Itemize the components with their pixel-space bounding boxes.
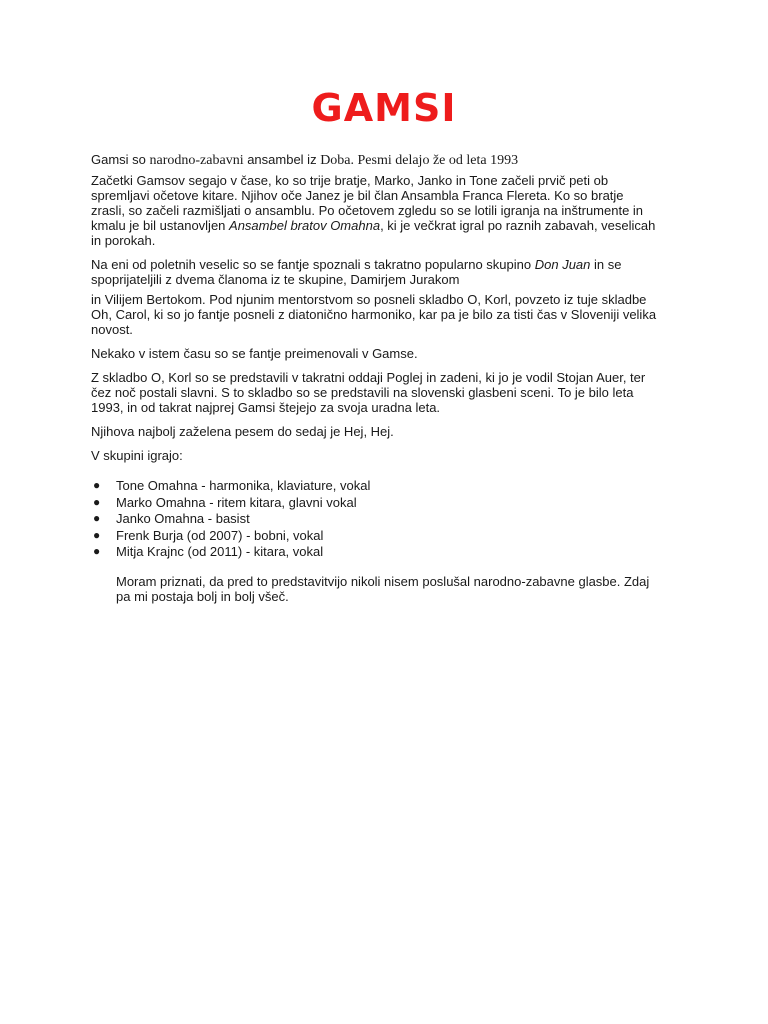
bullet-icon: ● <box>93 527 101 542</box>
bullet-icon: ● <box>93 511 101 525</box>
members-heading: V skupini igrajo: <box>91 448 183 463</box>
member-text: Frenk Burja (od 2007) - bobni, vokal <box>116 527 324 543</box>
list-item <box>91 528 657 543</box>
intro-text-1: Gamsi so <box>91 152 150 167</box>
member-text: Marko Omahna - ritem kitara, glavni vokal <box>116 494 357 510</box>
history-band-name: Ansambel bratov Omahna <box>229 218 381 233</box>
history-text-2: , ki je večkrat igral po raznih zabavah, veselicah in porokah. <box>91 218 656 248</box>
bullet-icon: ● <box>93 544 101 558</box>
festival-text-2: in se spoprijateljili z dvema članoma iz te skupine, Damirjem Jurakom <box>91 257 622 287</box>
member-text: Tone Omahna - harmonika, klaviature, vokal <box>116 478 371 493</box>
member-text: Janko Omahna - basist <box>116 511 250 526</box>
mentorship-paragraph: in Vilijem Bertokom. Pod njunim mentorstvom so posneli skladbo O, Korl, povzeto iz tuje skladbe Oh, Carol, ki so jo fantje posneli z diatonično harmoniko, kar pa je bilo za tisti čas v Sloveniji velika novost. <box>91 292 657 337</box>
closing-paragraph: Moram priznati, da pred to predstavitvijo nikoli nisem poslušal narodno-zabavne glasbe. Zdaj pa mi postaja bolj in bolj všeč. <box>116 574 650 604</box>
bullet-icon: ● <box>93 478 101 492</box>
list-item <box>91 511 657 526</box>
list-item <box>91 495 657 510</box>
history-paragraph <box>91 173 657 248</box>
festival-paragraph <box>91 257 657 287</box>
list-item <box>91 544 657 559</box>
list-item <box>91 478 657 493</box>
festival-band-name: Don Juan <box>534 257 591 272</box>
debut-paragraph: Z skladbo O, Korl so se predstavili v takratni oddaji Poglej in zadeni, ki jo je vodil Stojan Auer, ter čez noč postali slavni. S to skladbo so se predstavili na slovenski glasbeni sceni. To je bilo leta 1993, in od takrat najprej Gamsi štejejo za svoja uradna leta. <box>91 370 646 415</box>
member-text: Mitja Krajnc (od 2011) - kitara, vokal <box>116 544 324 559</box>
intro-text-2: narodno-zabavni <box>149 153 244 168</box>
intro-paragraph <box>91 152 657 168</box>
bullet-icon: ● <box>93 494 101 509</box>
festival-text-1: Na eni od poletnih veselic so se fantje spoznali s takratno popularno skupino <box>91 257 535 272</box>
members-list <box>91 478 657 559</box>
document-title: GAMSI <box>311 86 457 130</box>
intro-text-4: Doba. Pesmi delajo že od leta 1993 <box>320 153 519 168</box>
history-text-1: Začetki Gamsov segajo v čase, ko so trije bratje, Marko, Janko in Tone začeli prvič peti ob spremljavi očetove kitare. Njihov oče Janez je bil član Ansambla Franca Flereta. Ko so bratje zrasli, so začeli razmišljati o ansamblu. Po očetovem zgledu so se lotili igranja na inštrumente in kmalu je bil ustanovljen <box>91 173 644 233</box>
rename-paragraph: Nekako v istem času so se fantje preimenovali v Gamse. <box>91 346 418 361</box>
favorite-song-paragraph: Njihova najbolj zaželena pesem do sedaj je Hej, Hej. <box>91 424 394 439</box>
intro-text-3: ansambel iz <box>243 152 321 167</box>
document-body <box>91 152 657 613</box>
